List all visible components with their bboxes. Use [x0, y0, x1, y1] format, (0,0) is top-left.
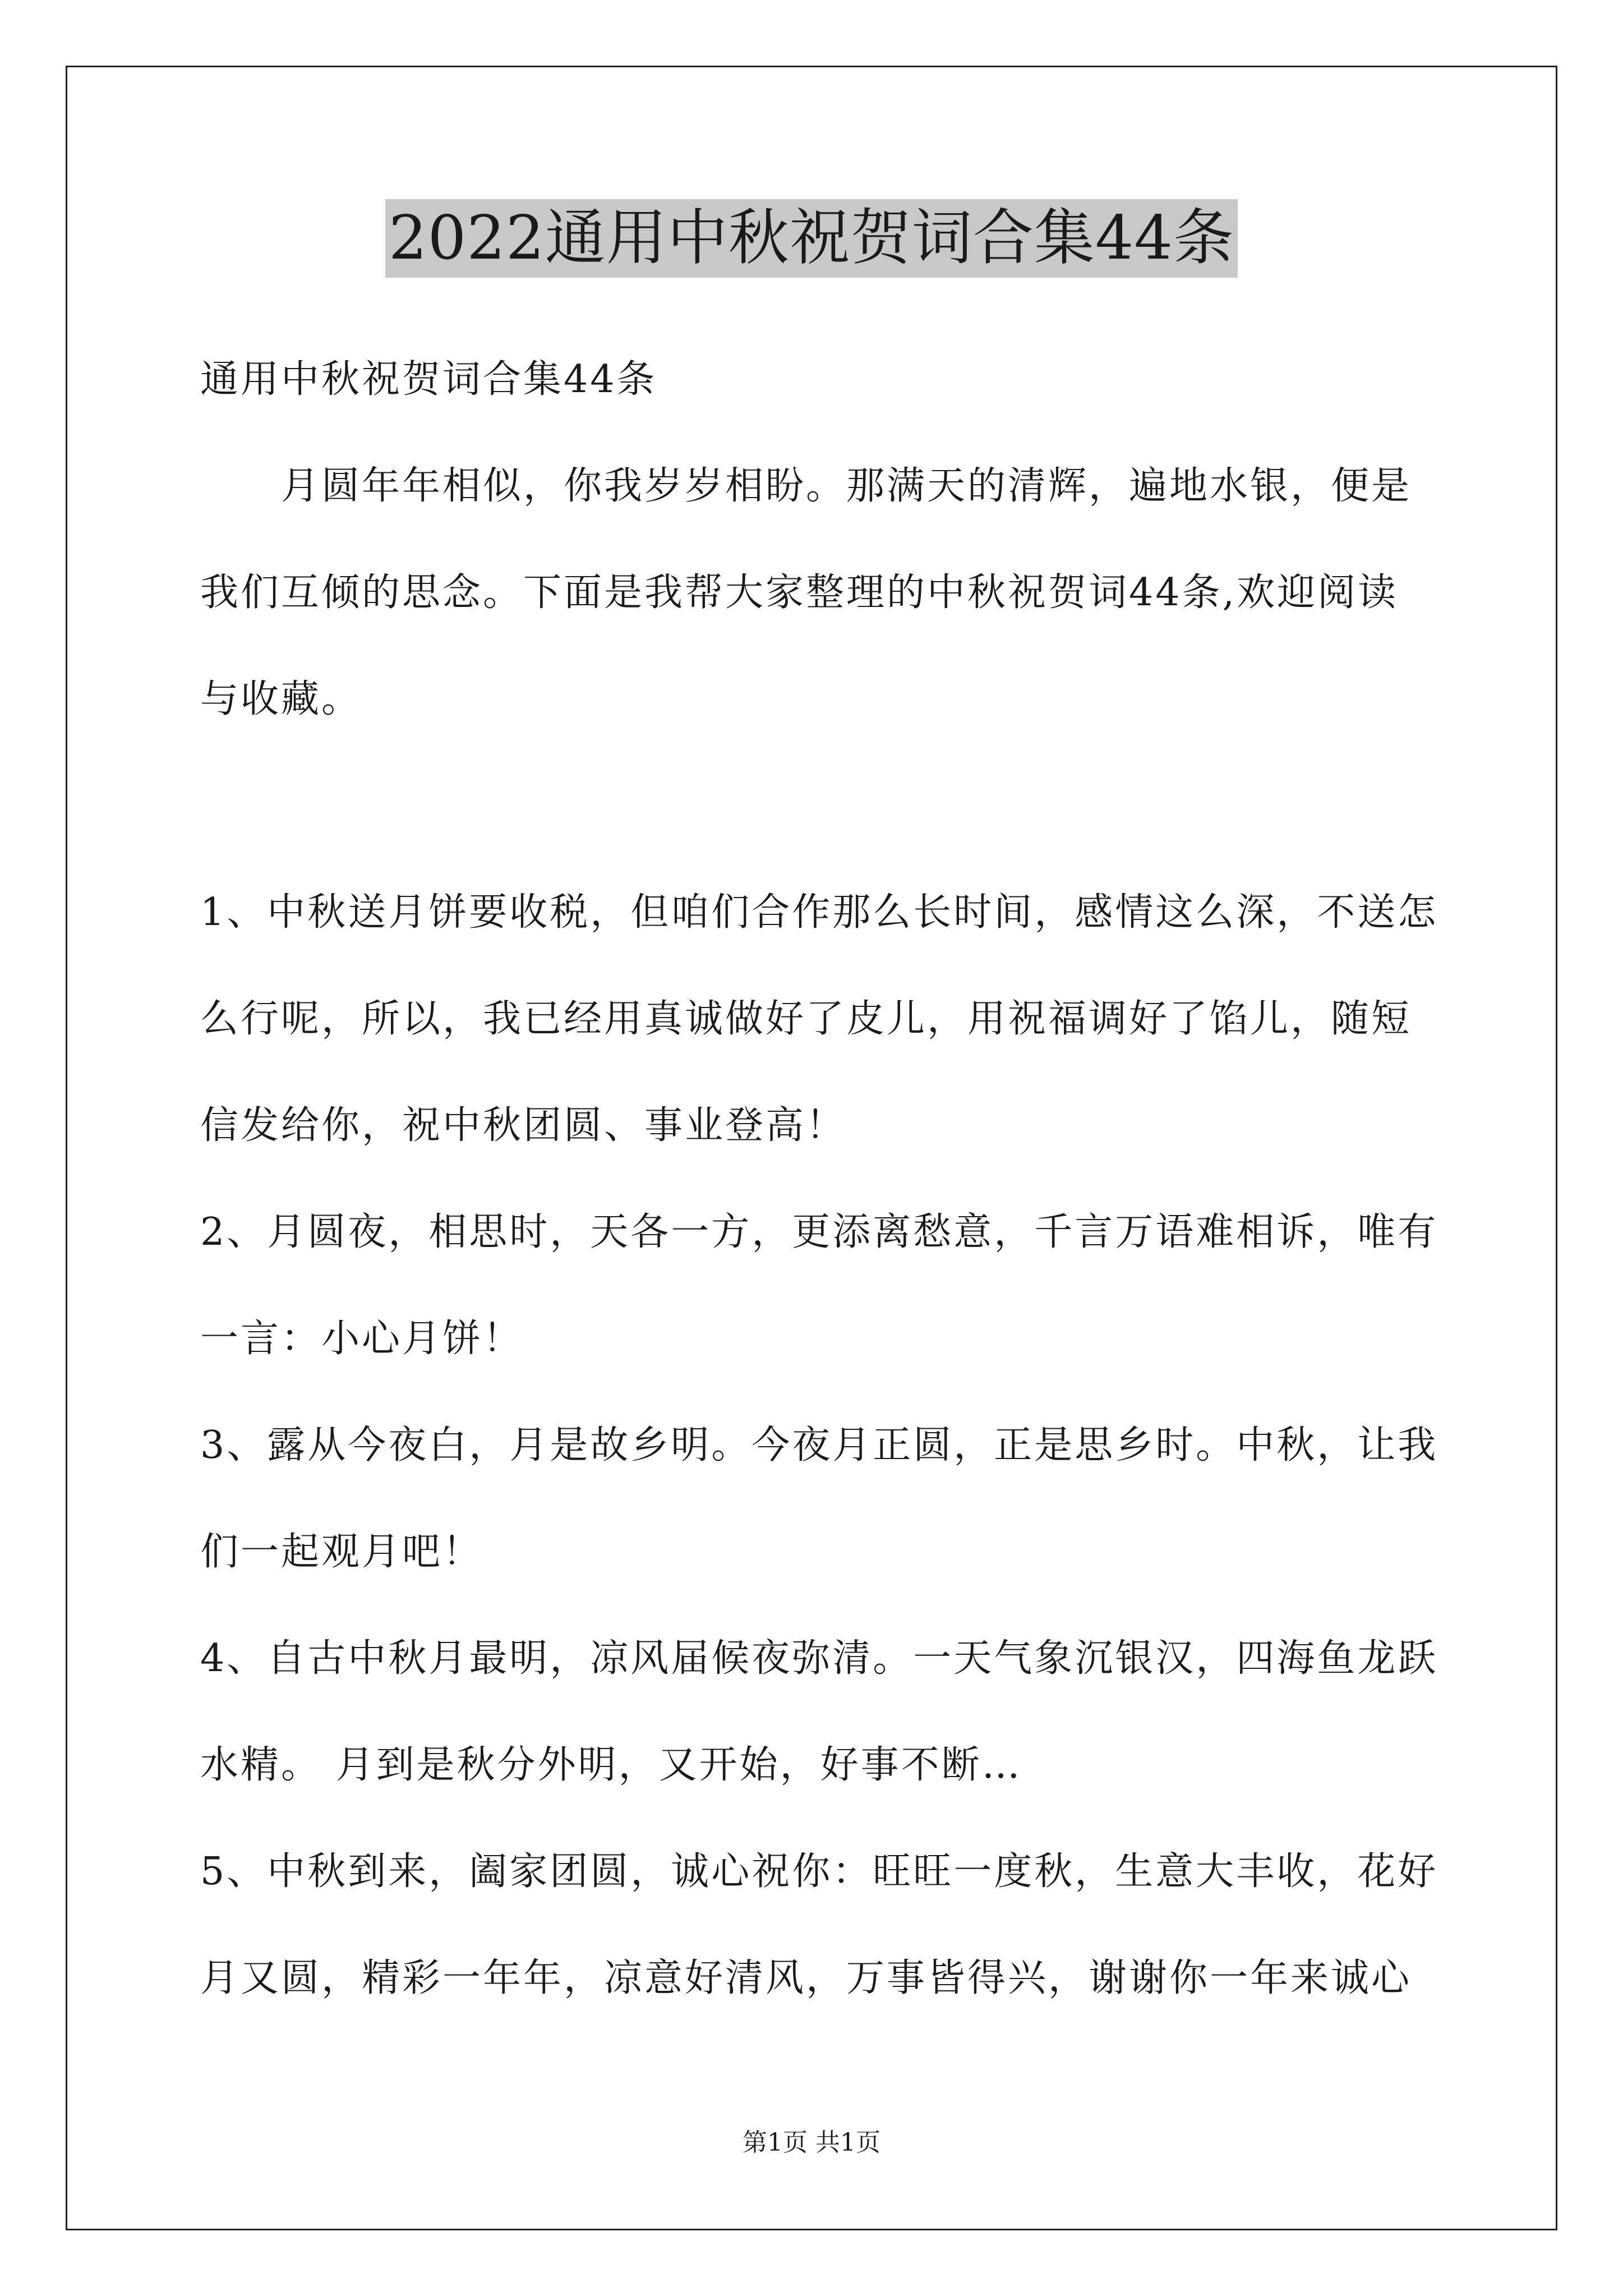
body-line-2: 我们互倾的思念。下面是我帮大家整理的中秋祝贺词44条,欢迎阅读 — [200, 570, 1399, 615]
body-line-10: 们一起观月吧！ — [200, 1530, 483, 1574]
body-line-9: 3、露从今夜白，月是故乡明。今夜月正圆，正是思乡时。中秋，让我 — [200, 1423, 1438, 1467]
subtitle-line: 通用中秋祝贺词合集44条 — [200, 357, 657, 402]
body-line-7: 2、月圆夜，相思时，天各一方，更添离愁意，千言万语难相诉，唯有 — [200, 1210, 1438, 1254]
document-title: 2022通用中秋祝贺词合集44条 — [385, 199, 1238, 278]
body-line-8: 一言：小心月饼！ — [200, 1317, 524, 1361]
body-line-5: 么行呢，所以，我已经用真诚做好了皮儿，用祝福调好了馅儿，随短 — [200, 997, 1412, 1041]
body-line-13: 5、中秋到来，阖家团圆，诚心祝你：旺旺一度秋，生意大丰收，花好 — [200, 1849, 1438, 1894]
body-line-12: 水精。 月到是秋分外明，又开始，好事不断… — [200, 1743, 1022, 1787]
body-line-6: 信发给你，祝中秋团圆、事业登高！ — [200, 1103, 847, 1148]
body-line-4: 1、中秋送月饼要收税，但咱们合作那么长时间，感情这么深，不送怎 — [200, 890, 1438, 935]
page-footer: 第1页 共1页 — [743, 2128, 880, 2157]
body-line-14: 月又圆，精彩一年年，凉意好清风，万事皆得兴，谢谢你一年来诚心 — [200, 1956, 1412, 2000]
body-line-1: 月圆年年相似，你我岁岁相盼。那满天的清辉，遍地水银，便是 — [200, 464, 1412, 508]
body-line-3: 与收藏。 — [200, 677, 362, 721]
title-container — [0, 199, 1623, 278]
body-line-11: 4、自古中秋月最明，凉风届候夜弥清。一天气象沉银汉，四海鱼龙跃 — [200, 1636, 1438, 1681]
